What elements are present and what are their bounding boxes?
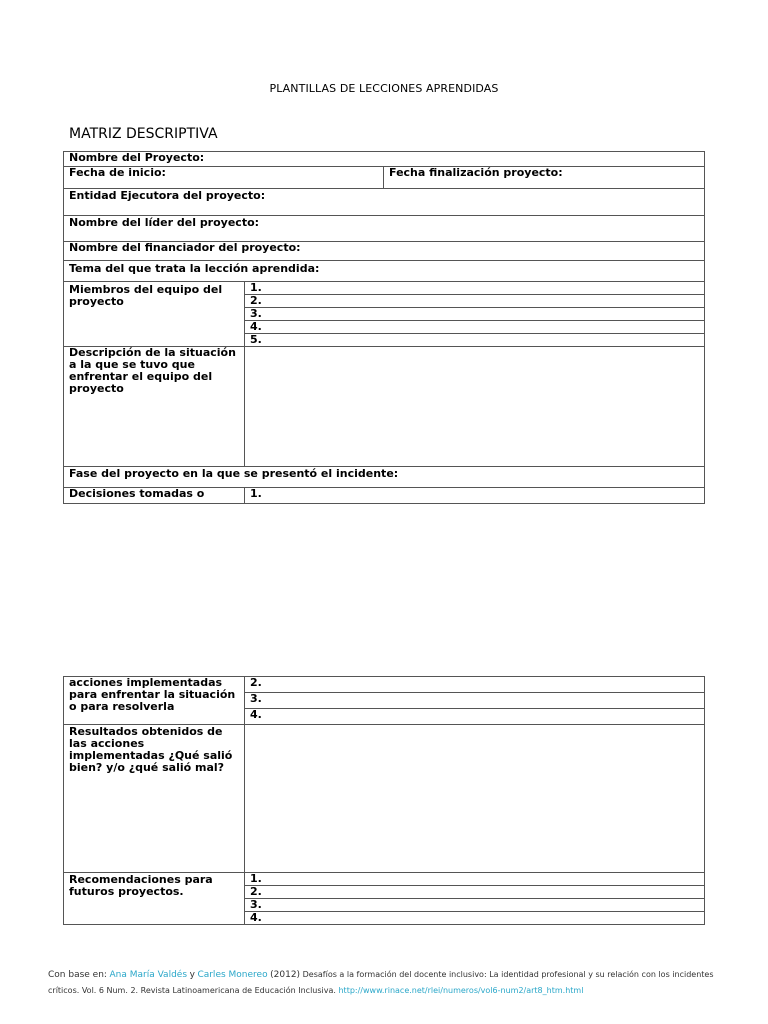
document-title: PLANTILLAS DE LECCIONES APRENDIDAS [269, 82, 499, 95]
citation-prefix: Con base en: [48, 970, 107, 980]
funder-field[interactable]: Nombre del financiador del proyecto: [64, 242, 705, 261]
recommendation-item-2[interactable]: 2. [245, 886, 705, 899]
decision-item-2[interactable]: 2. [245, 677, 705, 693]
situation-label: Descripción de la situación a la que se tuvo que enfrentar el equipo del proyecto [64, 347, 245, 467]
section-title: MATRIZ DESCRIPTIVA [69, 126, 218, 142]
recommendations-label: Recomendaciones para futuros proyectos. [64, 873, 245, 925]
lessons-form-table-part1 [63, 151, 705, 504]
team-member-2[interactable]: 2. [245, 295, 705, 308]
end-date-field[interactable]: Fecha finalización proyecto: [384, 167, 705, 189]
results-label: Resultados obtenidos de las acciones implementadas ¿Qué salió bien? y/o ¿qué salió mal? [64, 725, 245, 873]
phase-field[interactable]: Fase del proyecto en la que se presentó el incidente: [64, 467, 705, 488]
citation-url-link[interactable]: http://www.rinace.net/rlei/numeros/vol6-num2/art8_htm.html [338, 986, 584, 995]
results-field[interactable] [245, 725, 705, 873]
author2-link[interactable]: Carles Monereo [197, 970, 268, 980]
team-member-5[interactable]: 5. [245, 334, 705, 347]
recommendation-item-3[interactable]: 3. [245, 899, 705, 912]
leader-field[interactable]: Nombre del líder del proyecto: [64, 216, 705, 242]
author1-link[interactable]: Ana María Valdés [109, 970, 188, 980]
decisions-label-continued: acciones implementadas para enfrentar la situación o para resolverla [64, 677, 245, 725]
topic-field[interactable]: Tema del que trata la lección aprendida: [64, 261, 705, 282]
project-name-field[interactable]: Nombre del Proyecto: [64, 152, 705, 167]
recommendation-item-1[interactable]: 1. [245, 873, 705, 886]
decision-item-1[interactable]: 1. [245, 488, 705, 504]
citation-and: y [189, 970, 195, 980]
citation-text: Desafíos a la formación del docente inclusivo: La identidad profesional y su relación con los incidentes críticos. Vol. 6 Num. 2. Revista Latinoamericana de Educación Inclusiva. [48, 970, 714, 995]
team-member-3[interactable]: 3. [245, 308, 705, 321]
team-member-4[interactable]: 4. [245, 321, 705, 334]
decision-item-4[interactable]: 4. [245, 709, 705, 725]
team-members-label: Miembros del equipo del proyecto [64, 282, 245, 347]
start-date-field[interactable]: Fecha de inicio: [64, 167, 384, 189]
decision-item-3[interactable]: 3. [245, 693, 705, 709]
lessons-form-table-part2 [63, 676, 705, 925]
situation-field[interactable] [245, 347, 705, 467]
decisions-label: Decisiones tomadas o [64, 488, 245, 504]
citation-footer [48, 967, 728, 998]
recommendation-item-4[interactable]: 4. [245, 912, 705, 925]
executing-entity-field[interactable]: Entidad Ejecutora del proyecto: [64, 189, 705, 216]
team-member-1[interactable]: 1. [245, 282, 705, 295]
citation-year: (2012) [270, 970, 301, 980]
